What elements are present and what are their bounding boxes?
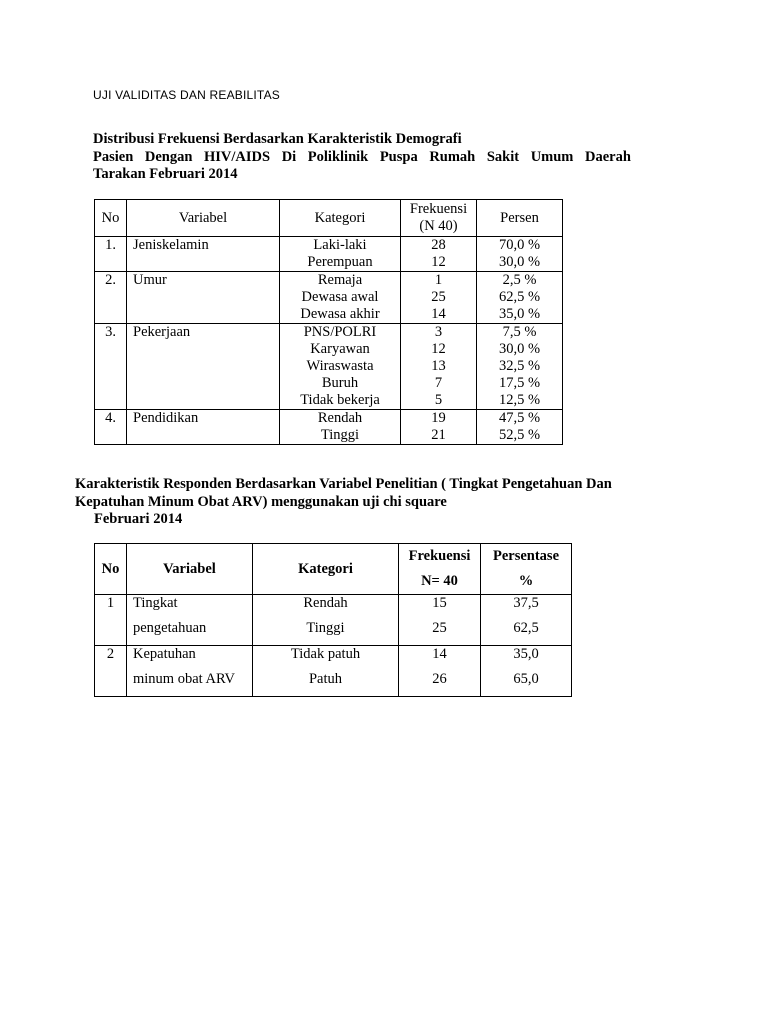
cell-no: 2. (95, 272, 127, 324)
table-header-row (95, 200, 563, 237)
cell-persen (477, 324, 563, 410)
header-persen: Persen (477, 200, 563, 237)
persen-value: 7,5 % (502, 324, 537, 340)
persen-value: 12,5 % (498, 392, 541, 408)
cell-variabel: Jeniskelamin (127, 237, 280, 272)
kategori-value: PNS/POLRI (303, 324, 377, 340)
persen-value: 30,0 % (498, 341, 541, 357)
title-word: Poliklinik (307, 148, 369, 165)
variabel-line: Kepatuhan (133, 646, 196, 662)
cell-kategori (280, 272, 401, 324)
cell-kategori (253, 595, 399, 646)
research-variable-table (94, 543, 572, 697)
cell-persen (477, 410, 563, 445)
title-word: HIV/AIDS (204, 148, 271, 165)
header-variabel: Variabel (127, 544, 253, 595)
cell-frekuensi (401, 237, 477, 272)
frekuensi-value: 28 (431, 237, 446, 253)
frekuensi-value: 14 (432, 646, 447, 662)
header-persentase (481, 544, 572, 595)
kategori-value: Tinggi (306, 620, 345, 636)
kategori-value: Dewasa akhir (300, 306, 380, 322)
persentase-value: 37,5 (513, 595, 539, 611)
cell-variabel: Umur (127, 272, 280, 324)
cell-kategori (253, 646, 399, 697)
title-word: Dengan (144, 148, 193, 165)
persen-value: 30,0 % (498, 254, 541, 270)
title-word: Di (281, 148, 297, 165)
kategori-value: Tinggi (320, 427, 360, 443)
cell-persentase (481, 646, 572, 697)
header-kategori: Kategori (280, 200, 401, 237)
header-frekuensi-n: (N 40) (419, 218, 458, 234)
table-row (95, 272, 563, 324)
table-row (95, 595, 572, 646)
title-word: Puspa (379, 148, 418, 165)
cell-frekuensi (401, 272, 477, 324)
kategori-value: Patuh (308, 671, 343, 687)
table1-title (93, 131, 633, 184)
frekuensi-value: 1 (434, 272, 443, 288)
title-word: Sakit (486, 148, 520, 165)
table2-title-line3: Februari 2014 (94, 511, 183, 527)
kategori-value: Rendah (317, 410, 363, 426)
table-header-row (95, 544, 572, 595)
title-word: Umum (530, 148, 574, 165)
cell-kategori (280, 324, 401, 410)
persen-value: 2,5 % (502, 272, 537, 288)
title-word: Pasien (93, 148, 134, 165)
cell-frekuensi (399, 595, 481, 646)
persentase-value: 35,0 (513, 646, 539, 662)
frekuensi-value: 21 (431, 427, 446, 443)
cell-variabel: Pekerjaan (127, 324, 280, 410)
cell-persen (477, 272, 563, 324)
cell-no: 3. (95, 324, 127, 410)
variabel-line: pengetahuan (133, 620, 207, 636)
frekuensi-value: 7 (434, 375, 443, 391)
variabel-line: minum obat ARV (133, 671, 235, 687)
cell-variabel (127, 595, 253, 646)
cell-persentase (481, 595, 572, 646)
cell-variabel (127, 646, 253, 697)
kategori-value: Tidak bekerja (300, 392, 380, 408)
table1-title-line3: Tarakan Februari 2014 (93, 166, 238, 182)
title-word: Daerah (584, 148, 631, 165)
cell-no: 1. (95, 237, 127, 272)
frekuensi-value: 15 (432, 595, 447, 611)
kategori-value: Rendah (303, 595, 348, 611)
kategori-value: Dewasa awal (301, 289, 379, 305)
cell-no: 4. (95, 410, 127, 445)
page-header: UJI VALIDITAS DAN REABILITAS (93, 88, 280, 102)
cell-kategori (280, 410, 401, 445)
title-word: Rumah (429, 148, 476, 165)
cell-no: 1 (95, 595, 127, 646)
variabel-line: Tingkat (133, 595, 178, 611)
header-frekuensi-n: N= 40 (421, 573, 458, 589)
table-row (95, 410, 563, 445)
header-no: No (95, 200, 127, 237)
kategori-value: Remaja (317, 272, 363, 288)
kategori-value: Karyawan (310, 341, 370, 357)
persen-value: 17,5 % (498, 375, 541, 391)
persen-value: 35,0 % (498, 306, 541, 322)
kategori-value: Laki-laki (313, 237, 367, 253)
table-row (95, 324, 563, 410)
header-variabel: Variabel (127, 200, 280, 237)
table1-title-line1: Distribusi Frekuensi Berdasarkan Karakteristik Demografi (93, 131, 462, 147)
kategori-value: Tidak patuh (290, 646, 361, 662)
header-frekuensi (399, 544, 481, 595)
cell-persen (477, 237, 563, 272)
persen-value: 70,0 % (498, 237, 541, 253)
header-frekuensi (401, 200, 477, 237)
table-row (95, 237, 563, 272)
frekuensi-value: 19 (431, 410, 446, 426)
frekuensi-value: 25 (431, 289, 446, 305)
persen-value: 32,5 % (498, 358, 541, 374)
frekuensi-value: 14 (431, 306, 446, 322)
table2-title (75, 476, 665, 529)
cell-frekuensi (401, 410, 477, 445)
frekuensi-value: 25 (432, 620, 447, 636)
header-kategori: Kategori (253, 544, 399, 595)
frekuensi-value: 26 (432, 671, 447, 687)
header-persentase-label: Persentase (492, 548, 560, 564)
table2-title-line2: Kepatuhan Minum Obat ARV) menggunakan uji chi square (75, 493, 447, 510)
kategori-value: Perempuan (307, 254, 373, 270)
cell-no: 2 (95, 646, 127, 697)
frekuensi-value: 12 (431, 254, 446, 270)
persentase-value: 65,0 (513, 671, 539, 687)
header-no: No (95, 544, 127, 595)
persen-value: 47,5 % (498, 410, 541, 426)
demographic-table (94, 199, 563, 445)
table1-title-line2 (93, 149, 631, 167)
header-frekuensi-label: Frekuensi (409, 201, 468, 217)
frekuensi-value: 12 (431, 341, 446, 357)
table-row (95, 646, 572, 697)
cell-frekuensi (401, 324, 477, 410)
cell-variabel: Pendidikan (127, 410, 280, 445)
frekuensi-value: 5 (434, 392, 443, 408)
frekuensi-value: 3 (434, 324, 443, 340)
persentase-value: 62,5 (513, 620, 539, 636)
cell-frekuensi (399, 646, 481, 697)
header-persentase-unit: % (518, 573, 534, 589)
cell-kategori (280, 237, 401, 272)
persen-value: 62,5 % (498, 289, 541, 305)
persen-value: 52,5 % (498, 427, 541, 443)
frekuensi-value: 13 (431, 358, 446, 374)
kategori-value: Buruh (321, 375, 359, 391)
kategori-value: Wiraswasta (306, 358, 374, 374)
header-frekuensi-label: Frekuensi (408, 548, 471, 564)
table2-title-line1: Karakteristik Responden Berdasarkan Variabel Penelitian ( Tingkat Pengetahuan Dan (75, 476, 612, 492)
